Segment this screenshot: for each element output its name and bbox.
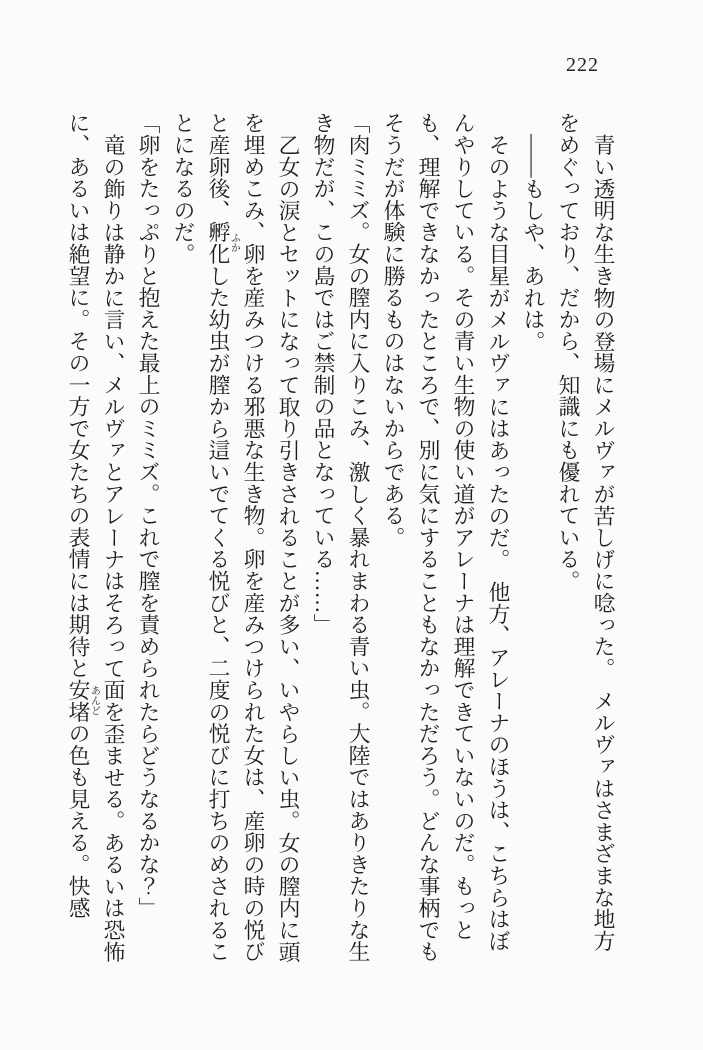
paragraph: 乙女の涙とセットになって取り引きされることが多い、いやらしい虫。女の膣内に頭を埋めこみ、卵を産みつける邪悪な生き物。卵を産みつけられた女は、産卵の時の悦びと産卵後、孵化ふかした幼虫が膣から這いでてくる悦びと、二度の悦びに打ちのめされることになるのだ。 <box>171 112 300 963</box>
paragraph: 「肉ミミズ。女の膣内に入りこみ、激しく暴れまわる青い虫。大陸ではありきたりな生き物だが、この島ではご禁制の品となっている……」 <box>311 112 370 963</box>
page-number: 222 <box>566 54 599 76</box>
paragraph: そのような目星がメルヴァにはあったのだ。 他方、アレーナのほうは、こちらはぼんやりしている。その青い生物の使い道がアレーナは理解できていないのだ。もっとも、理解できなかったところで、別に気にすることもなかっただろう。どんな事柄でもそうだが体験に勝るものはないからである。 <box>381 112 510 963</box>
ruby-annotated-word: 孵化ふか <box>206 221 240 265</box>
paragraph: 青い透明な生き物の登場にメルヴァが苦しげに唸った。 メルヴァはさまざまな地方をめぐっており、だから、知識にも優れている。 <box>556 112 615 952</box>
vertical-text-block <box>60 112 620 966</box>
paragraph: 竜の飾りは静かに言い、メルヴァとアレーナはそろって面を歪ませる。あるいは恐怖に、あるいは絶望に。その一方で女たちの表情には期待と安堵あんどの色も見える。快感 <box>66 112 125 963</box>
paragraph: 「卵をたっぷりと抱えた最上のミミズ。これで膣を責められたらどうなるかな？」 <box>136 112 160 919</box>
ruby-annotated-word: 安堵あんど <box>66 678 100 723</box>
paragraph: ――もしや、あれは。 <box>521 133 545 352</box>
